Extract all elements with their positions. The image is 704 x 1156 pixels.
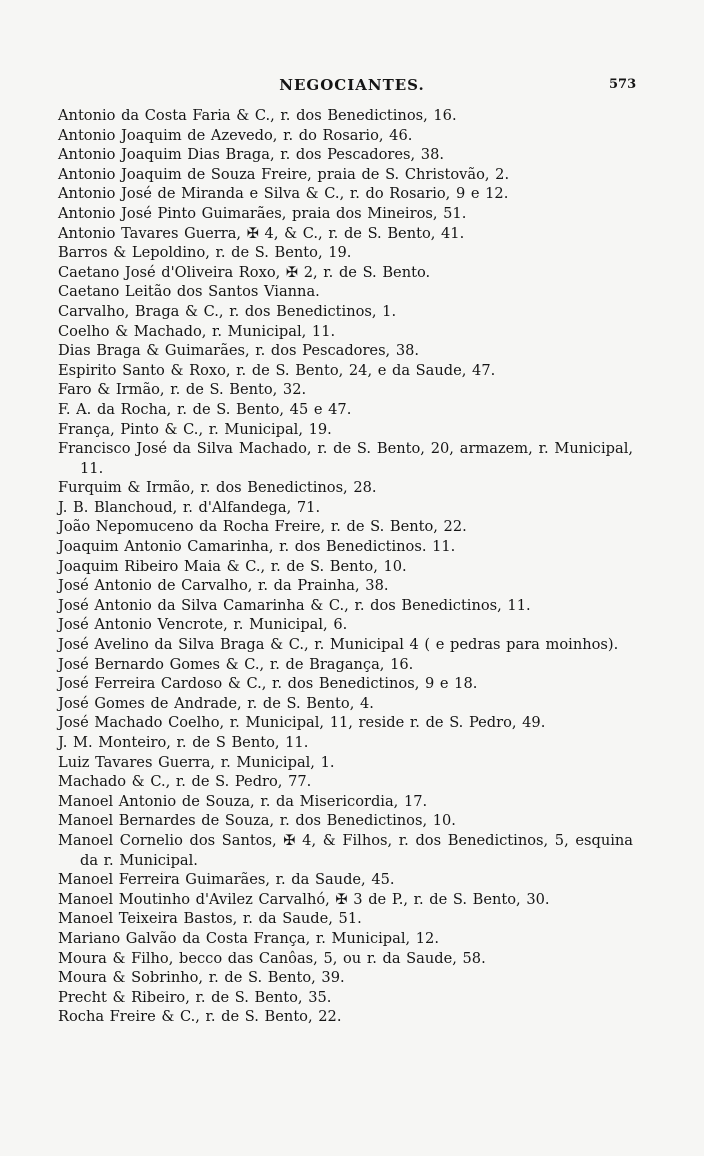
list-item: Barros & Lepoldino, r. de S. Bento, 19. — [58, 244, 352, 262]
list-item: Antonio Joaquim de Azevedo, r. do Rosario, 46. — [58, 126, 413, 144]
list-item: Precht & Ribeiro, r. de S. Bento, 35. — [58, 988, 332, 1006]
list-item: José Antonio de Carvalho, r. da Prainha, 38. — [58, 577, 389, 595]
list-item: Antonio da Costa Faria & C., r. dos Benedictinos, 16. — [58, 107, 457, 124]
list-item: José Antonio da Silva Camarinha & C., r. dos Benedictinos, 11. — [58, 596, 531, 614]
list-item: Manoel Bernardes de Souza, r. dos Benedictinos, 10. — [58, 812, 456, 830]
list-item: F. A. da Rocha, r. de S. Bento, 45 e 47. — [58, 400, 352, 418]
list-item: Caetano Leitão dos Santos Vianna. — [58, 283, 320, 301]
list-item: Manoel Teixeira Bastos, r. da Saude, 51. — [58, 910, 362, 928]
list-item: Antonio Tavares Guerra, ✠ 4, & C., r. de S. Bento, 41. — [58, 224, 465, 242]
list-item: Manoel Moutinho d'Avilez Carvalhó, ✠ 3 de P., r. de S. Bento, 30. — [58, 890, 550, 908]
running-title: NEGOCIANTES. — [279, 76, 425, 94]
list-item: J. M. Monteiro, r. de S Bento, 11. — [58, 734, 309, 751]
list-item: Mariano Galvão da Costa França, r. Municipal, 12. — [58, 929, 439, 947]
list-item: Luiz Tavares Guerra, r. Municipal, 1. — [58, 753, 335, 771]
list-item: Joaquim Ribeiro Maia & C., r. de S. Bento, 10. — [58, 557, 407, 575]
list-item: José Gomes de Andrade, r. de S. Bento, 4. — [58, 694, 374, 712]
list-item: Manoel Cornelio dos Santos, ✠ 4, & Filhos, r. dos Benedictinos, 5, esquina da r. Municipal. — [58, 831, 633, 869]
list-item: Carvalho, Braga & C., r. dos Benedictinos, 1. — [58, 302, 397, 320]
list-item: Rocha Freire & C., r. de S. Bento, 22. — [58, 1008, 342, 1026]
list-item: José Bernardo Gomes & C., r. de Bragança, 16. — [58, 655, 414, 673]
list-item: José Ferreira Cardoso & C., r. dos Benedictinos, 9 e 18. — [58, 675, 478, 693]
list-item: Moura & Filho, becco das Canôas, 5, ou r. da Saude, 58. — [58, 949, 486, 967]
list-item: Dias Braga & Guimarães, r. dos Pescadores, 38. — [58, 342, 420, 360]
page-number: 573 — [609, 77, 637, 92]
list-item: Antonio Joaquim Dias Braga, r. dos Pescadores, 38. — [58, 146, 445, 164]
list-item: J. B. Blanchoud, r. d'Alfandega, 71. — [58, 498, 321, 516]
list-item: Machado & C., r. de S. Pedro, 77. — [58, 773, 312, 791]
list-item: França, Pinto & C., r. Municipal, 19. — [58, 420, 332, 438]
list-item: Faro & Irmão, r. de S. Bento, 32. — [58, 381, 307, 399]
list-item: Joaquim Antonio Camarinha, r. dos Benedictinos. 11. — [58, 538, 456, 556]
list-item: José Antonio Vencrote, r. Municipal, 6. — [58, 616, 348, 634]
list-item: Caetano José d'Oliveira Roxo, ✠ 2, r. de S. Bento. — [58, 263, 431, 281]
list-item: Antonio José Pinto Guimarães, praia dos Mineiros, 51. — [58, 204, 467, 222]
list-item: Furquim & Irmão, r. dos Benedictinos, 28. — [58, 479, 377, 497]
list-item: Francisco José da Silva Machado, r. de S. Bento, 20, armazem, r. Municipal, 11. — [58, 440, 633, 477]
list-item: Moura & Sobrinho, r. de S. Bento, 39. — [58, 969, 345, 987]
list-item: Antonio José de Miranda e Silva & C., r. do Rosario, 9 e 12. — [58, 185, 509, 203]
list-item: Coelho & Machado, r. Municipal, 11. — [58, 322, 336, 340]
merchant-list — [58, 106, 633, 1027]
list-item: Espirito Santo & Roxo, r. de S. Bento, 24, e da Saude, 47. — [58, 361, 496, 379]
list-item: Antonio Joaquim de Souza Freire, praia de S. Christovão, 2. — [58, 165, 510, 183]
list-item: Manoel Ferreira Guimarães, r. da Saude, 45. — [58, 871, 395, 889]
list-item: José Avelino da Silva Braga & C., r. Municipal 4 ( e pedras para moinhos). — [58, 636, 619, 654]
list-item: Manoel Antonio de Souza, r. da Misericordia, 17. — [58, 792, 428, 810]
list-item: João Nepomuceno da Rocha Freire, r. de S. Bento, 22. — [58, 518, 467, 536]
list-item: José Machado Coelho, r. Municipal, 11, reside r. de S. Pedro, 49. — [58, 714, 546, 732]
